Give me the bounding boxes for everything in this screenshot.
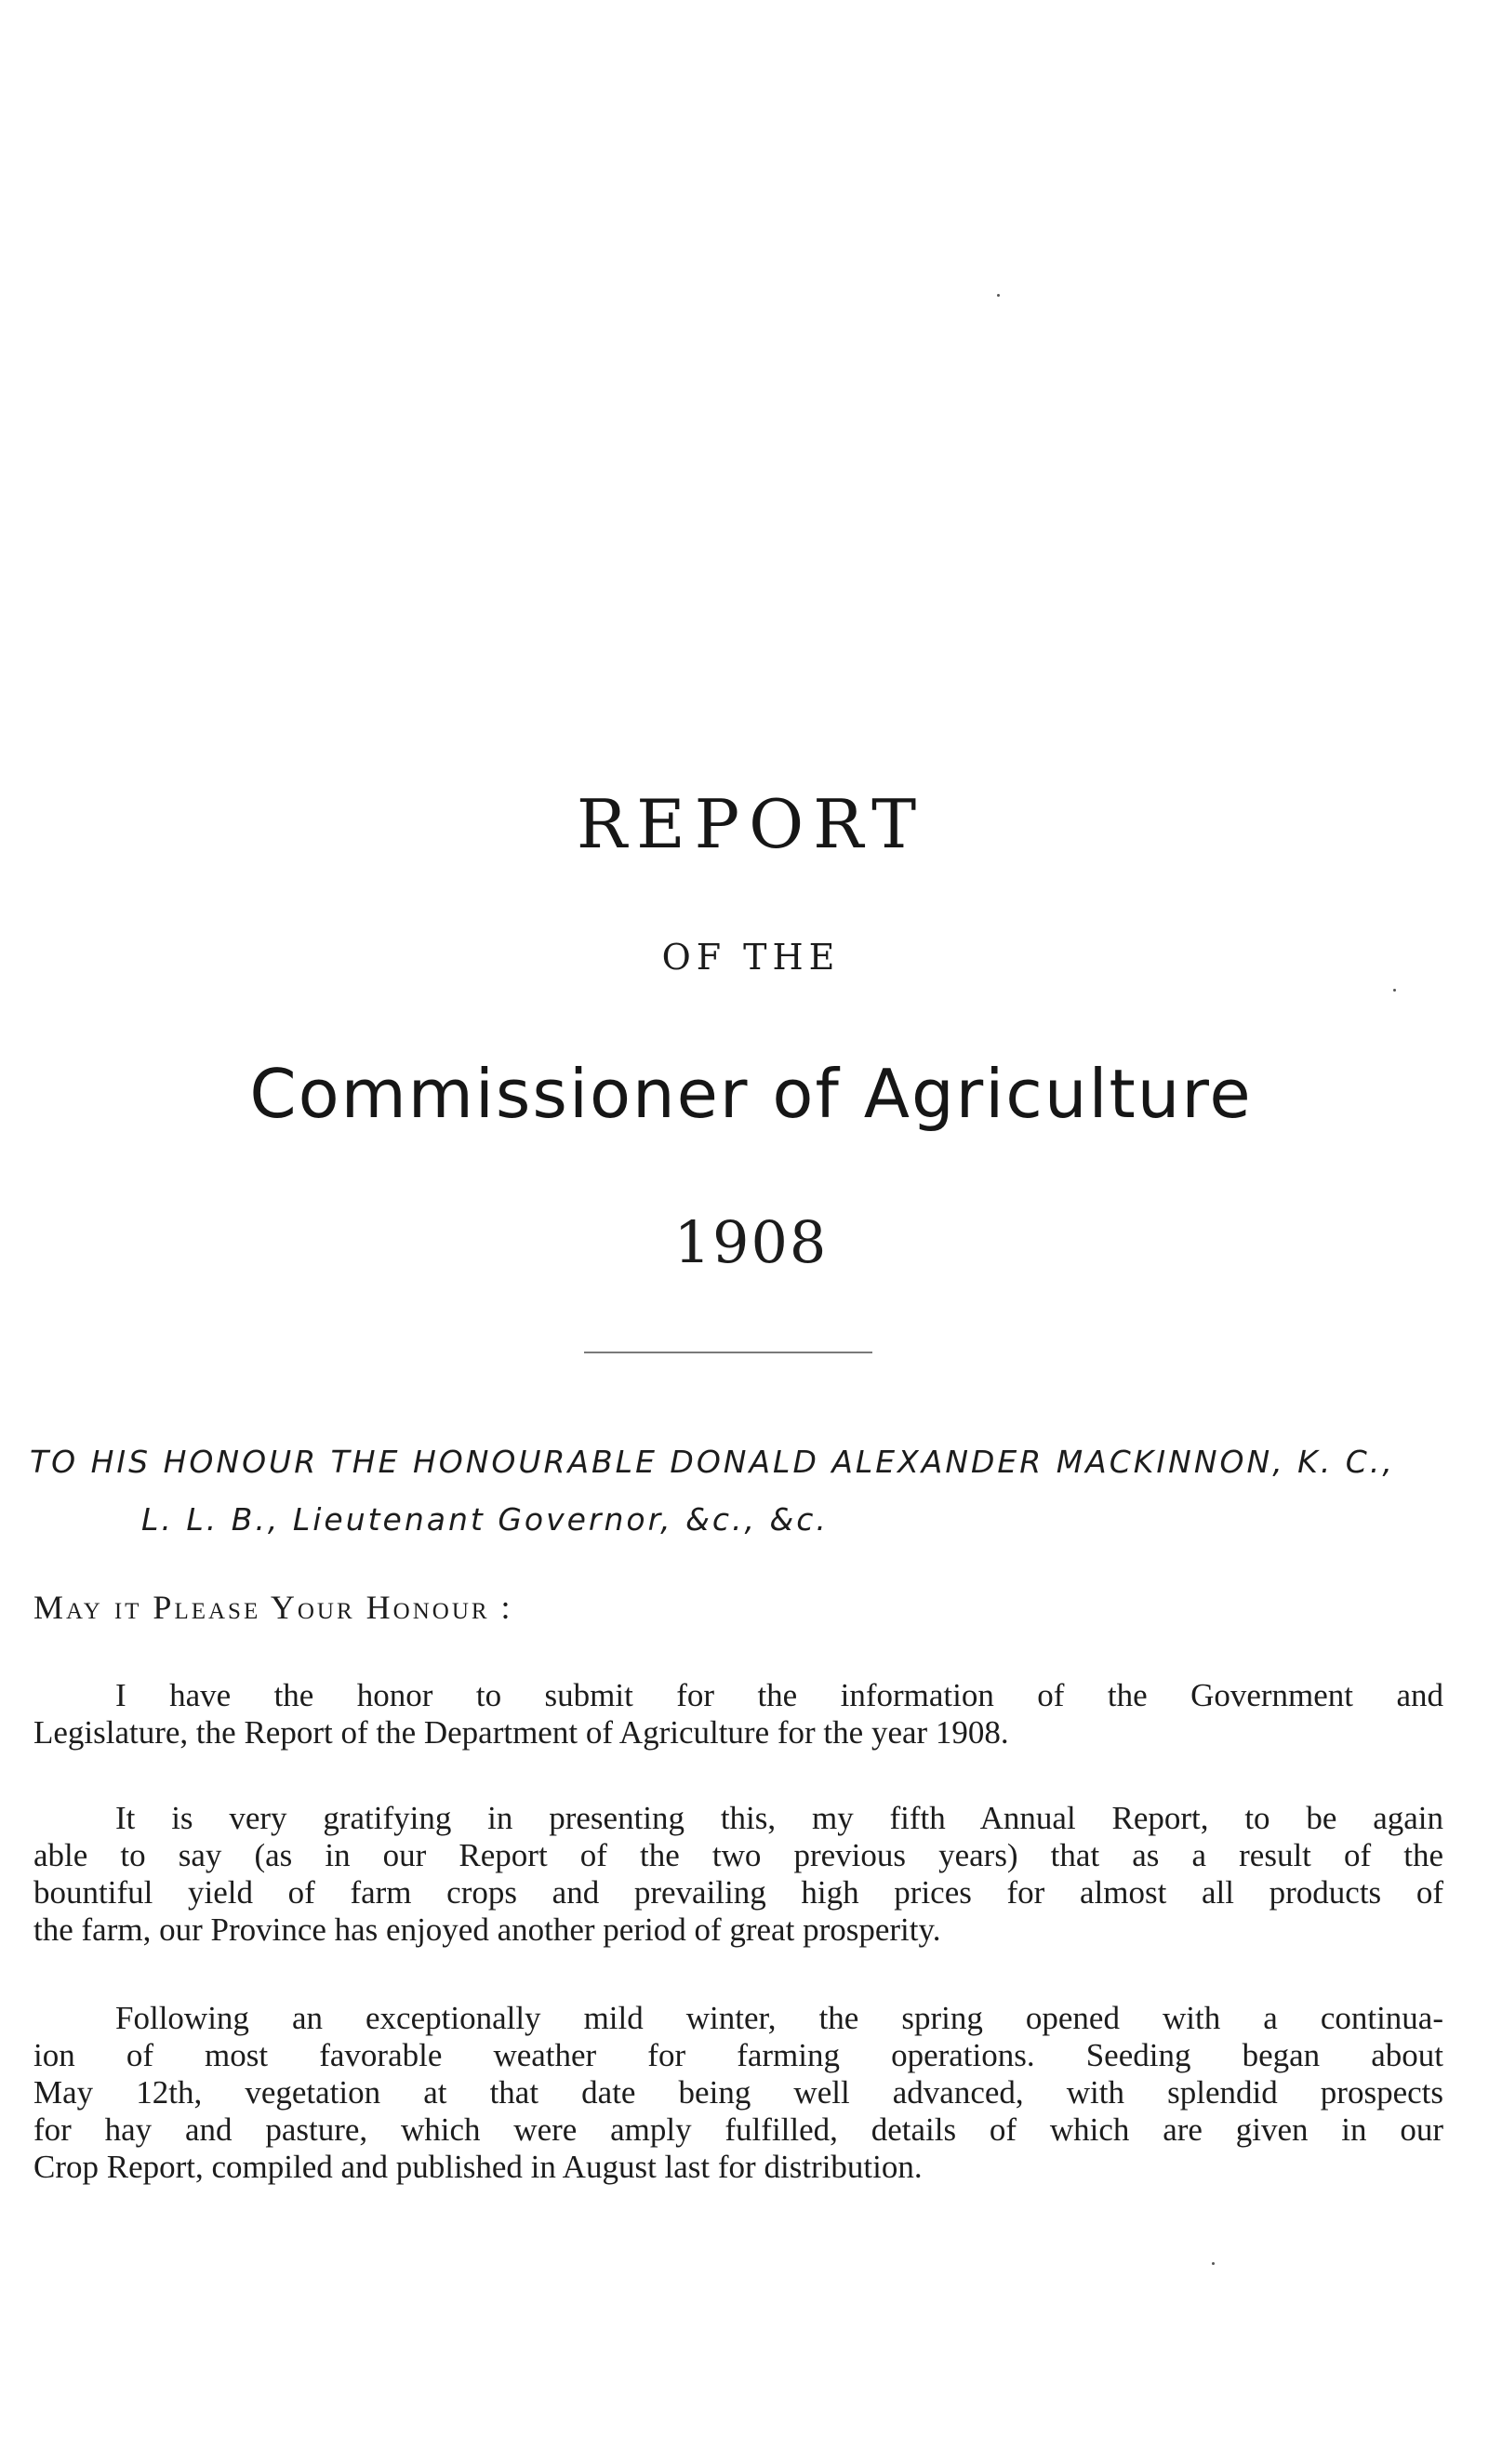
commissioner-heading: Commissioner of Agriculture <box>249 1055 1253 1133</box>
report-heading: REPORT <box>576 785 926 863</box>
paragraph-line: I have the honor to submit for the information of the Government and <box>115 1677 1443 1713</box>
year-heading: 1908 <box>673 1208 829 1276</box>
paper-speck <box>997 294 1000 297</box>
paragraph-line: It is very gratifying in presenting this, my fifth Annual Report, to be again <box>115 1800 1443 1836</box>
paragraph-line: Legislature, the Report of the Department of Agriculture for the year 1908. <box>33 1714 1009 1751</box>
address-line-1: TO HIS HONOUR THE HONOURABLE DONALD ALEXANDER MACKINNON, K. C., <box>30 1444 1395 1480</box>
paragraph-line: May 12th, vegetation at that date being well advanced, with splendid prospects <box>33 2074 1443 2111</box>
divider-rule <box>584 1352 872 1353</box>
paragraph-line: the farm, our Province has enjoyed another period of great prosperity. <box>33 1911 941 1948</box>
paragraph-line: bountiful yield of farm crops and prevailing high prices for almost all products of <box>33 1874 1443 1911</box>
paragraph-line: ion of most favorable weather for farming operations. Seeding began about <box>33 2037 1443 2073</box>
paper-speck <box>1393 989 1396 992</box>
paragraph-line: Crop Report, compiled and published in August last for distribution. <box>33 2149 923 2185</box>
paragraph-line: Following an exceptionally mild winter, the spring opened with a continua- <box>115 2000 1443 2036</box>
paragraph-line: able to say (as in our Report of the two previous years) that as a result of the <box>33 1837 1443 1873</box>
address-line-2: L. L. B., Lieutenant Governor, &c., &c. <box>141 1501 829 1538</box>
paragraph-line: for hay and pasture, which were amply fulfilled, details of which are given in our <box>33 2111 1443 2148</box>
paragraph-2 <box>33 1800 1443 1949</box>
of-the-heading: OF THE <box>661 937 841 978</box>
paper-speck <box>1212 2262 1215 2265</box>
paragraph-3 <box>33 2000 1443 2186</box>
salutation: May it Please Your Honour : <box>33 1589 513 1626</box>
paragraph-1 <box>33 1677 1443 1751</box>
